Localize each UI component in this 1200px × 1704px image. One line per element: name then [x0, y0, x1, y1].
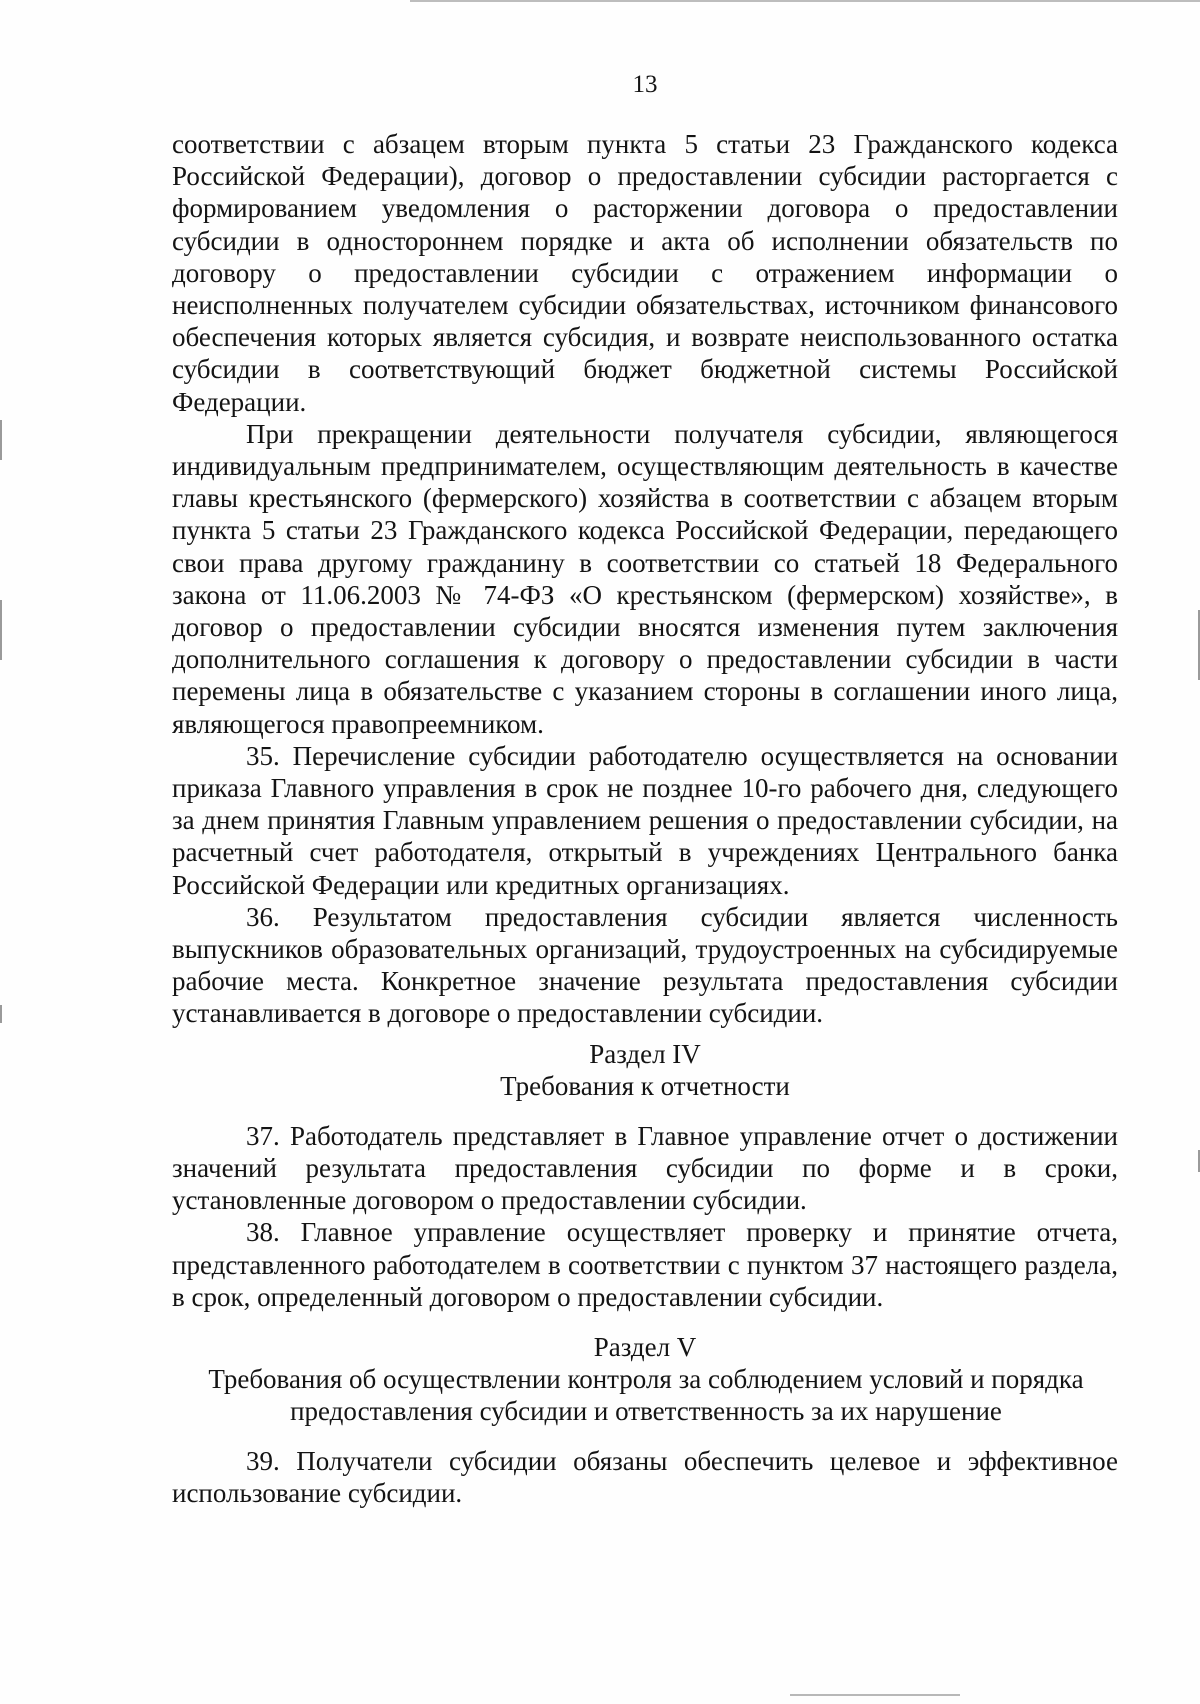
section-v-title-line-2: предоставления субсидии и ответственность за их нарушение: [290, 1395, 1002, 1426]
paragraph-item-36: 36. Результатом предоставления субсидии является численность выпускников образовательных организаций, трудоустроенных на субсидируемые рабочие места. Конкретное значение результата предоставления субсидии устанавливается в договоре о предоставлении субсидии.: [172, 901, 1118, 1029]
paragraph-item-39: 39. Получатели субсидии обязаны обеспечить целевое и эффективное использование субсидии.: [172, 1445, 1118, 1509]
section-v-title: [158, 1363, 1134, 1427]
paragraph-continuation: соответствии с абзацем вторым пункта 5 статьи 23 Гражданского кодекса Российской Федерации), договор о предоставлении субсидии расторгается с формированием уведомления о расторжении договора о предоставлении субсидии в одностороннем порядке и акта об исполнении обязательств по договору о предоставлении субсидии с отражением информации о неисполненных получателем субсидии обязательствах, источником финансового обеспечения которых является субсидия, и возврате неиспользованного остатка субсидии в соответствующий бюджет бюджетной системы Российской Федерации.: [172, 129, 1118, 417]
paragraph-farm-termination: При прекращении деятельности получателя субсидии, являющегося индивидуальным предпринимателем, осуществляющим деятельность в качестве главы крестьянского (фермерского) хозяйства в соответствии с абзацем вторым пункта 5 статьи 23 Гражданского кодекса Российской Федерации, передающего свои права другому гражданину в соответствии со статьей 18 Федерального закона от 11.06.2003 № 74-ФЗ «О крестьянском (фермерском) хозяйстве», в договор о предоставлении субсидии вносятся изменения путем заключения дополнительного соглашения к договору о предоставлении субсидии в части перемены лица в обязательстве с указанием стороны в соглашении иного лица, являющегося правопреемником.: [172, 418, 1118, 739]
scan-artifact-left-mark: [0, 420, 2, 460]
section-v-title-line-1: Требования об осуществлении контроля за соблюдением условий и порядка: [208, 1363, 1084, 1394]
page-number: 13: [632, 71, 658, 98]
section-v-label: Раздел V: [593, 1331, 697, 1362]
scan-artifact-bottom-line: [790, 1694, 960, 1696]
section-iv-label: Раздел IV: [589, 1038, 701, 1069]
scan-artifact-left-mark: [0, 600, 2, 660]
document-body: [172, 128, 1118, 1509]
section-iv-title: Требования к отчетности: [500, 1070, 790, 1101]
paragraph-item-37: 37. Работодатель представляет в Главное управление отчет о достижении значений результата предоставления субсидии по форме и в сроки, установленные договором о предоставлении субсидии.: [172, 1120, 1118, 1216]
paragraph-item-38: 38. Главное управление осуществляет проверку и принятие отчета, представленного работодателем в соответствии с пунктом 37 настоящего раздела, в срок, определенный договором о предоставлении субсидии.: [172, 1217, 1118, 1312]
paragraph-item-35: 35. Перечисление субсидии работодателю осуществляется на основании приказа Главного управления в срок не позднее 10-го рабочего дня, следующего за днем принятия Главным управлением решения о предоставлении субсидии, на расчетный счет работодателя, открытый в учреждениях Центрального банка Российской Федерации или кредитных организациях.: [172, 740, 1118, 900]
scan-artifact-left-mark: [0, 1005, 2, 1023]
scan-artifact-top-line: [410, 0, 1200, 2]
